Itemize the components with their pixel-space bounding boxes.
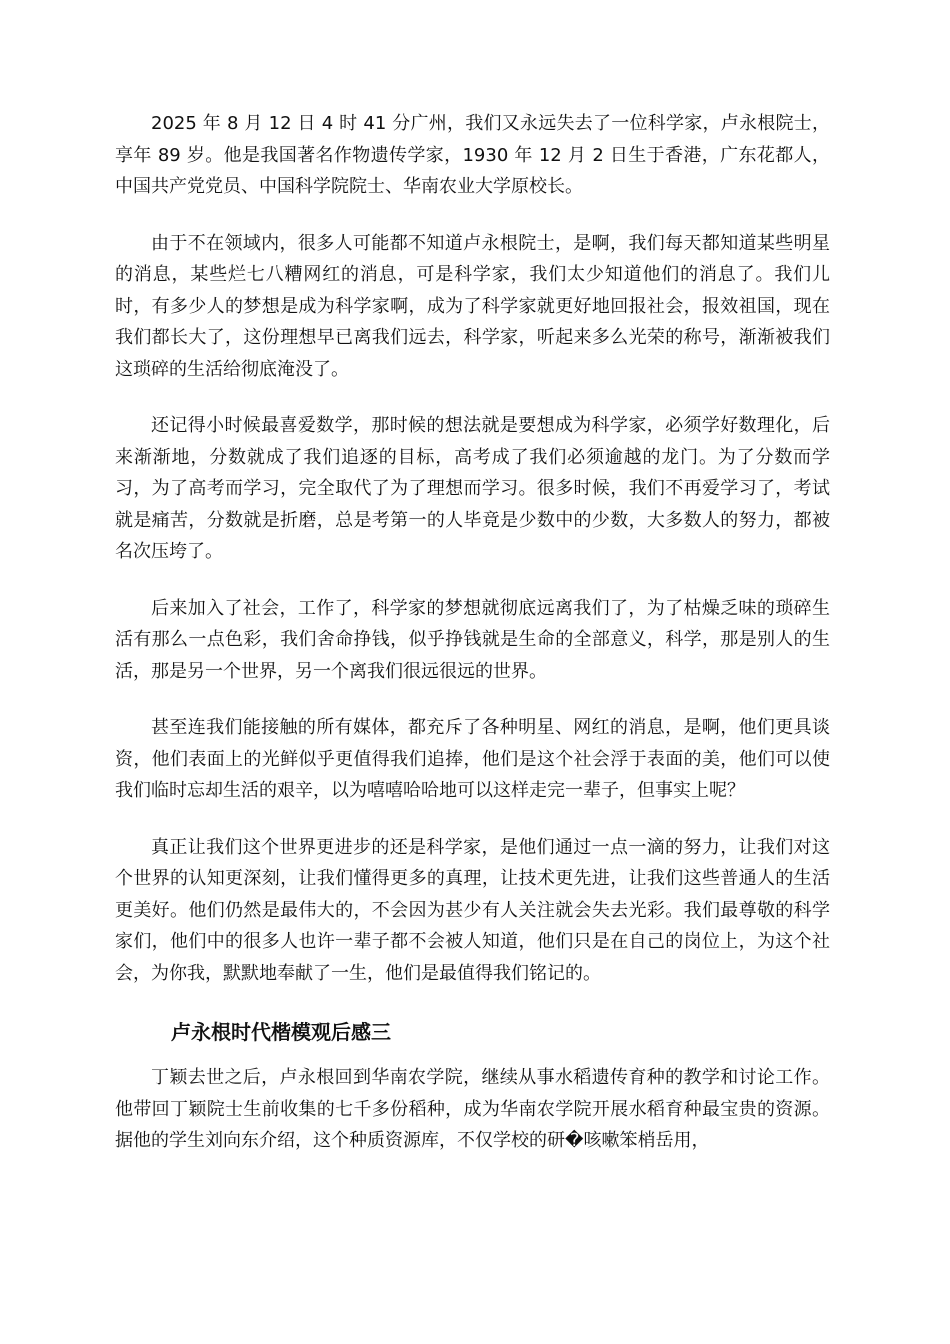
paragraph-6: 真正让我们这个世界更进步的还是科学家，是他们通过一点一滴的努力，让我们对这个世界的认知更深刻，让我们懂得更多的真理，让技术更先进，让我们这些普通人的生活更美好。他们仍然是最伟大的，不会因为甚少有人关注就会失去光彩。我们最尊敬的科学家们，他们中的很多人也许一辈子都不会被人知道，他们只是在自己的岗位上，为这个社会，为你我，默默地奉献了一生，他们是最值得我们铭记的。 (115, 836, 830, 984)
paragraph-7: 丁颖去世之后，卢永根回到华南农学院，继续从事水稻遗传育种的教学和讨论工作。他带回丁颖院士生前收集的七千多份稻种，成为华南农学院开展水稻育种最宝贵的资源。据他的学生刘向东介绍，这个种质资源库，不仅学校的研�咳嗽笨梢岳用， (115, 1067, 830, 1151)
paragraph-1: 2025 年 8 月 12 日 4 时 41 分广州，我们又永远失去了一位科学家，卢永根院士，享年 89 岁。他是我国著名作物遗传学家，1930 年 12 月 2 日生于香港，广东花都人，中国共产党党员、中国科学院院士、华南农业大学原校长。 (115, 113, 830, 197)
section-heading: 卢永根时代楷模观后感三 (171, 1020, 391, 1044)
document-page (115, 108, 830, 1182)
paragraph-4: 后来加入了社会，工作了，科学家的梦想就彻底远离我们了，为了枯燥乏味的琐碎生活有那么一点色彩，我们舍命挣钱，似乎挣钱就是生命的全部意义，科学，那是别人的生活，那是另一个世界，另一个离我们很远很远的世界。 (115, 597, 830, 682)
paragraph-5: 甚至连我们能接触的所有媒体，都充斥了各种明星、网红的消息，是啊，他们更具谈资，他们表面上的光鲜似乎更值得我们追捧，他们是这个社会浮于表面的美，他们可以使我们临时忘却生活的艰辛，以为嘻嘻哈哈地可以这样走完一辈子，但事实上呢？ (115, 717, 830, 801)
paragraph-3: 还记得小时候最喜爱数学，那时候的想法就是要想成为科学家，必须学好数理化，后来渐渐地，分数就成了我们追逐的目标，高考成了我们必须逾越的龙门。为了分数而学习，为了高考而学习，完全取代了为了理想而学习。很多时候，我们不再爱学习了，考试就是痛苦，分数就是折磨，总是考第一的人毕竟是少数中的少数，大多数人的努力，都被名次压垮了。 (115, 415, 830, 562)
paragraph-2: 由于不在领域内，很多人可能都不知道卢永根院士，是啊，我们每天都知道某些明星的消息，某些烂七八糟网红的消息，可是科学家，我们太少知道他们的消息了。我们儿时，有多少人的梦想是成为科学家啊，成为了科学家就更好地回报社会，报效祖国，现在我们都长大了，这份理想早已离我们远去，科学家，听起来多么光荣的称号，渐渐被我们这琐碎的生活给彻底淹没了。 (115, 232, 830, 380)
